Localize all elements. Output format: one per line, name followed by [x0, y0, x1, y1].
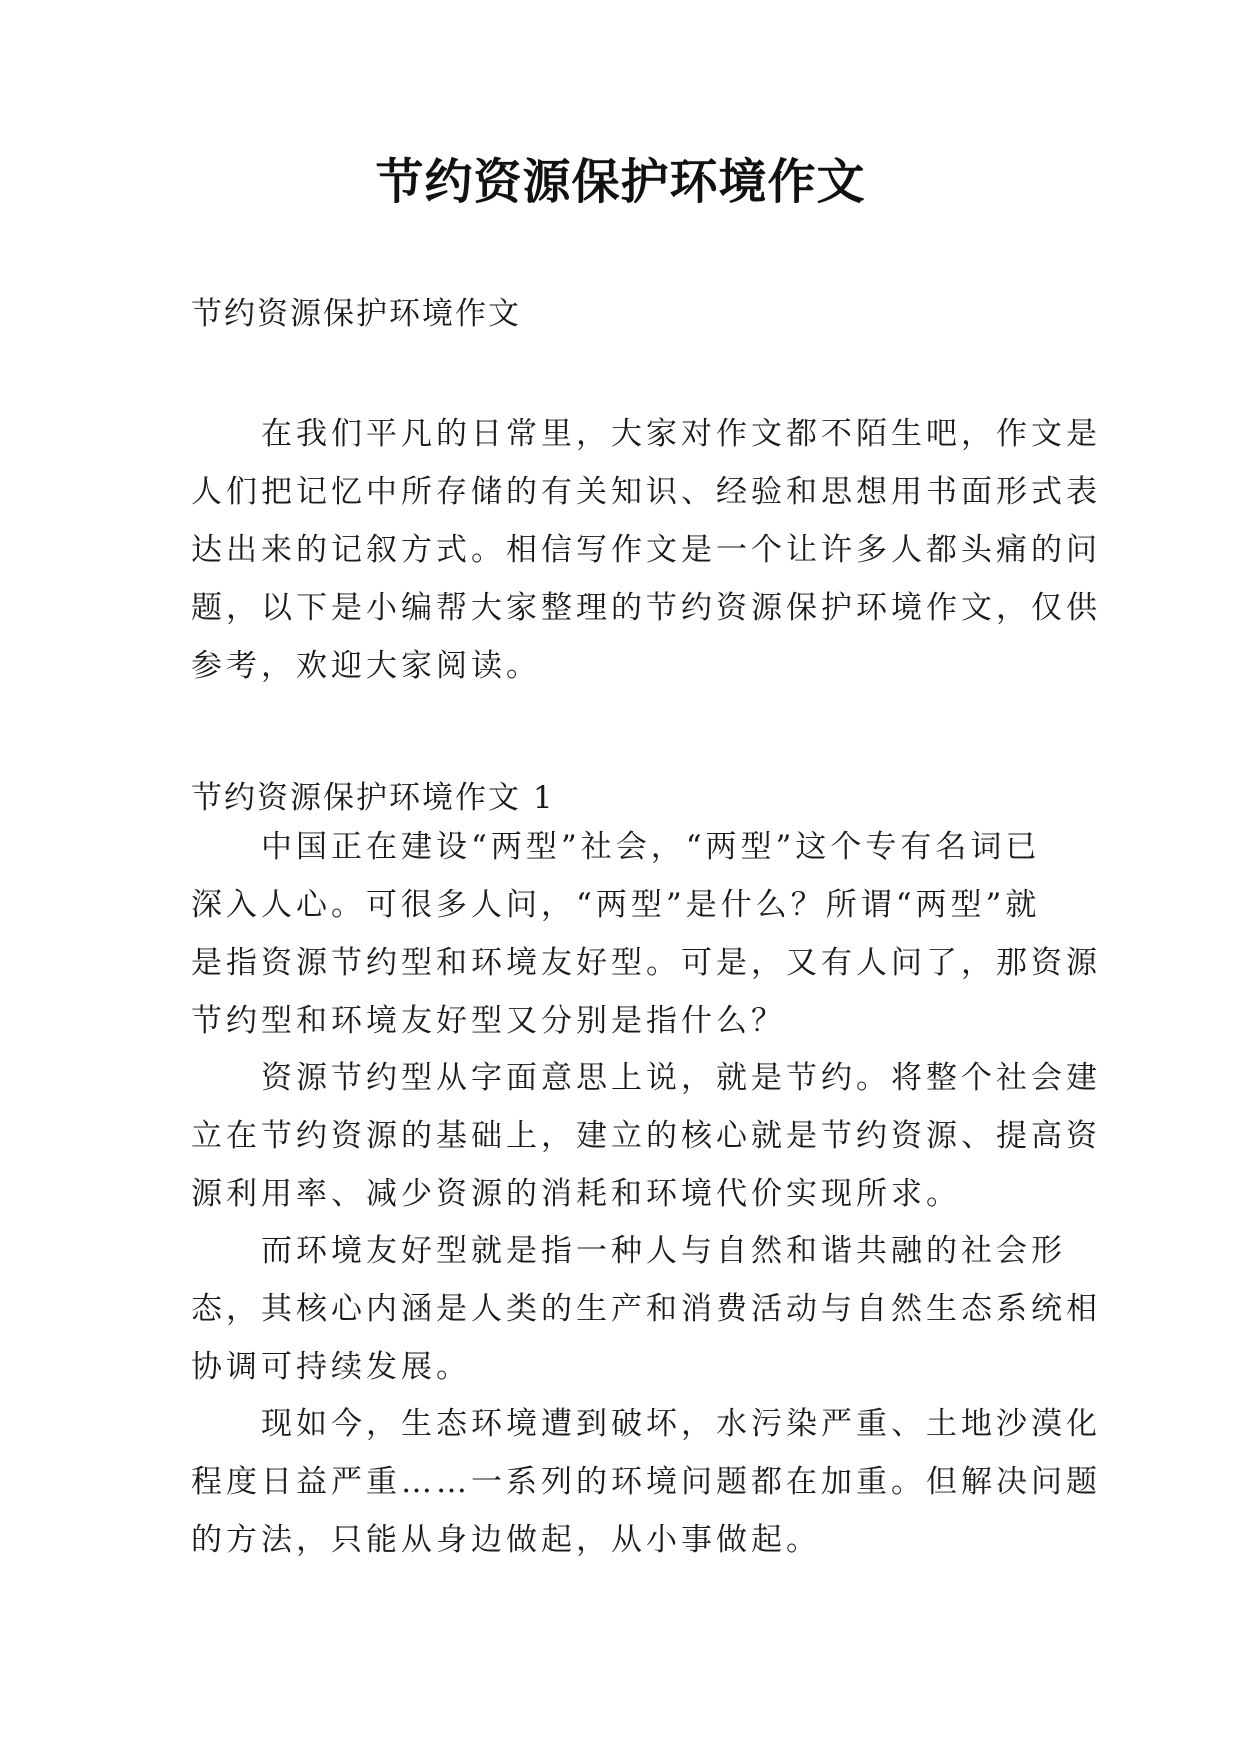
- paragraph-line: 程度日益严重……一系列的环境问题都在加重。但解决问题: [191, 1464, 1101, 1500]
- paragraph-line: 源利用率、减少资源的消耗和环境代价实现所求。: [191, 1176, 961, 1212]
- paragraph-line: 的方法，只能从身边做起，从小事做起。: [191, 1522, 821, 1558]
- intro-line: 在我们平凡的日常里，大家对作文都不陌生吧，作文是: [191, 416, 1101, 452]
- body-paragraph: [191, 1395, 1101, 1569]
- intro-line: 达出来的记叙方式。相信写作文是一个让许多人都头痛的问: [191, 532, 1101, 568]
- paragraph-line: 中国正在建设“两型”社会，“两型”这个专有名词已: [191, 829, 1041, 865]
- paragraph-line: 节约型和环境友好型又分别是指什么？: [191, 1003, 786, 1039]
- document-subtitle: 节约资源保护环境作文: [191, 296, 521, 332]
- document-title: 节约资源保护环境作文: [375, 154, 866, 210]
- paragraph-line: 是指资源节约型和环境友好型。可是，又有人问了，那资源: [191, 945, 1101, 981]
- intro-line: 参考，欢迎大家阅读。: [191, 648, 541, 684]
- body-paragraph: [191, 1222, 1101, 1396]
- paragraph-line: 立在节约资源的基础上，建立的核心就是节约资源、提高资: [191, 1118, 1101, 1154]
- paragraph-line: 资源节约型从字面意思上说，就是节约。将整个社会建: [191, 1060, 1101, 1096]
- intro-line: 题，以下是小编帮大家整理的节约资源保护环境作文，仅供: [191, 590, 1101, 626]
- paragraph-line: 而环境友好型就是指一种人与自然和谐共融的社会形: [191, 1233, 1066, 1269]
- paragraph-line: 协调可持续发展。: [191, 1349, 471, 1385]
- section-heading: 节约资源保护环境作文 1: [191, 780, 555, 816]
- paragraph-line: 现如今，生态环境遭到破坏，水污染严重、土地沙漠化: [191, 1406, 1101, 1442]
- paragraph-line: 态，其核心内涵是人类的生产和消费活动与自然生态系统相: [191, 1291, 1101, 1327]
- intro-line: 人们把记忆中所存储的有关知识、经验和思想用书面形式表: [191, 474, 1101, 510]
- body-paragraph: [191, 1049, 1101, 1223]
- body-paragraph: [191, 818, 1101, 1050]
- intro-paragraph: [191, 405, 1101, 695]
- paragraph-line: 深入人心。可很多人问，“两型”是什么？所谓“两型”就: [191, 887, 1041, 923]
